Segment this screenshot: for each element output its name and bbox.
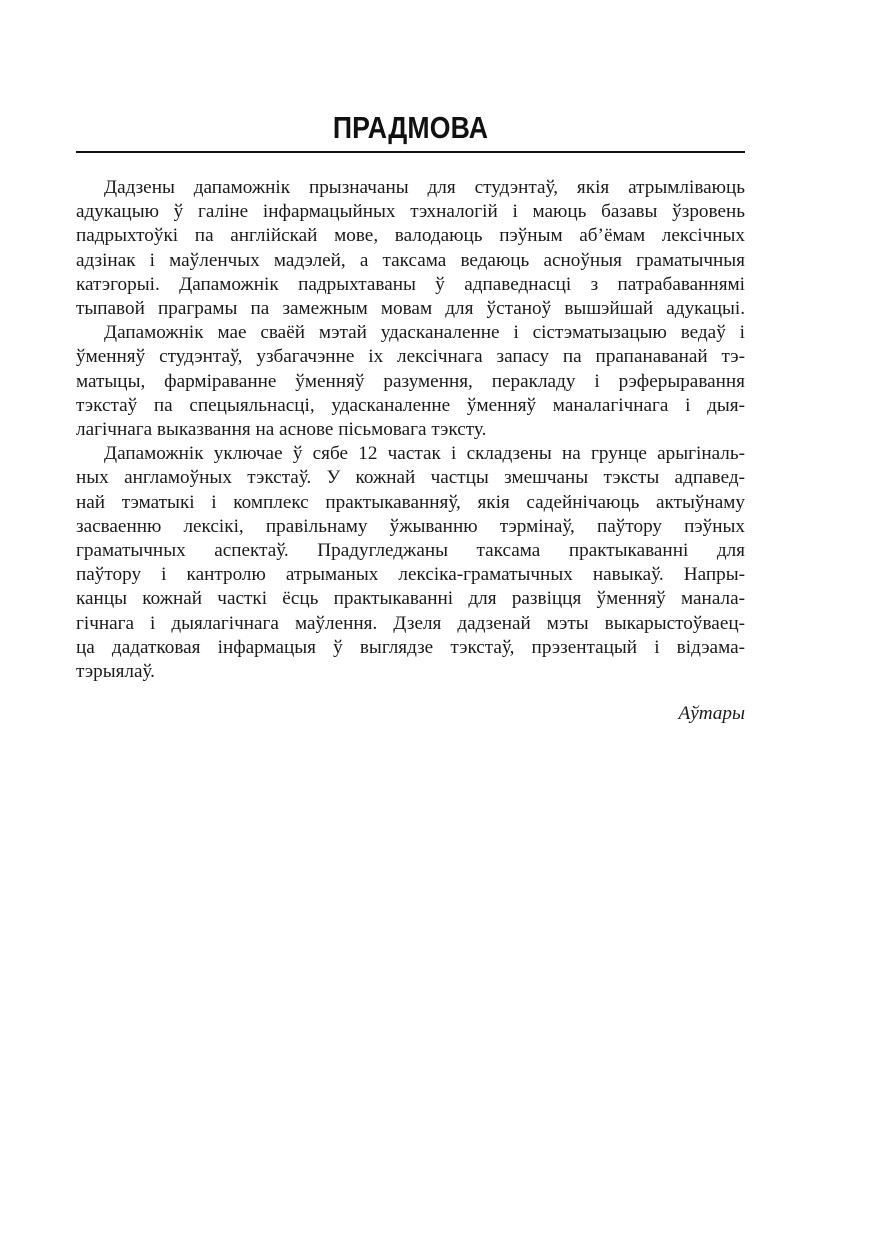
text-line: лагічнага выказвання на аснове пісьмовага тэксту.	[76, 419, 487, 441]
text-line: тэрыялаў.	[76, 661, 155, 683]
text-line: адукацыю ў галіне інфармацыйных тэхналогій і маюць базавы ўзровень	[76, 201, 745, 223]
text-line: падрыхтоўкі па англійскай мове, валодаюць пэўным аб’ёмам лексічных	[76, 225, 745, 247]
paragraph-3	[76, 442, 745, 684]
text-line: ца дадатковая інфармацыя ў выглядзе тэкстаў, прэзентацый і відэама-	[76, 636, 745, 658]
text-line: най тэматыкі і комплекс практыкаванняў, якія садейнічаюць актыўнаму	[76, 491, 745, 513]
text-line: Дапаможнік мае сваёй мэтай удасканаленне і сістэматызацыю ведаў і	[104, 322, 745, 344]
text-line: засваенню лексікі, правільнаму ўжыванню тэрмінаў, паўтору пэўных	[76, 515, 745, 537]
page-title: ПРАДМОВА	[332, 110, 489, 145]
text-line: ных англамоўных тэкстаў. У кожнай частцы змешчаны тэксты адпавед-	[76, 467, 745, 489]
text-line: Дапаможнік уключае ў сябе 12 частак і складзены на грунце арыгіналь-	[104, 443, 745, 465]
text-line: ўменняў студэнтаў, узбагачэнне іх лексічнага запасу па прапанаванай тэ-	[76, 346, 745, 368]
preface-body	[76, 176, 745, 684]
text-line: гічнага і дыялагічнага маўлення. Дзеля дадзенай мэты выкарыстоўваец-	[76, 612, 745, 634]
paragraph-2	[76, 321, 745, 442]
paragraph-1	[76, 176, 745, 321]
text-line: тэкстаў па спецыяльнасці, удасканаленне ўменняў маналагічнага і дыя-	[76, 394, 745, 416]
text-line: Дадзены дапаможнік прызначаны для студэнтаў, якія атрымліваюць	[104, 177, 745, 198]
text-line: тыпавой праграмы па замежным мовам для ўстаноў вышэйшай адукацыі.	[76, 298, 745, 320]
text-line: адзінак і маўленчых мадэлей, а таксама ведаюць асноўныя граматычныя	[76, 249, 745, 271]
author-signature: Аўтары	[678, 703, 745, 724]
text-line: канцы кожнай часткі ёсць практыкаванні для развіцця ўменняў манала-	[76, 588, 745, 610]
title-underline	[76, 151, 745, 153]
text-line: граматычных аспектаў. Прадугледжаны таксама практыкаванні для	[76, 540, 745, 562]
text-line: паўтору і кантролю атрыманых лексіка-граматычных навыкаў. Напры-	[76, 564, 745, 586]
text-line: матыцы, фарміраванне ўменняў разумення, перакладу і рэферыравання	[76, 370, 745, 392]
text-line: катэгорыі. Дапаможнік падрыхтаваны ў адпаведнасці з патрабаваннямі	[76, 273, 745, 295]
